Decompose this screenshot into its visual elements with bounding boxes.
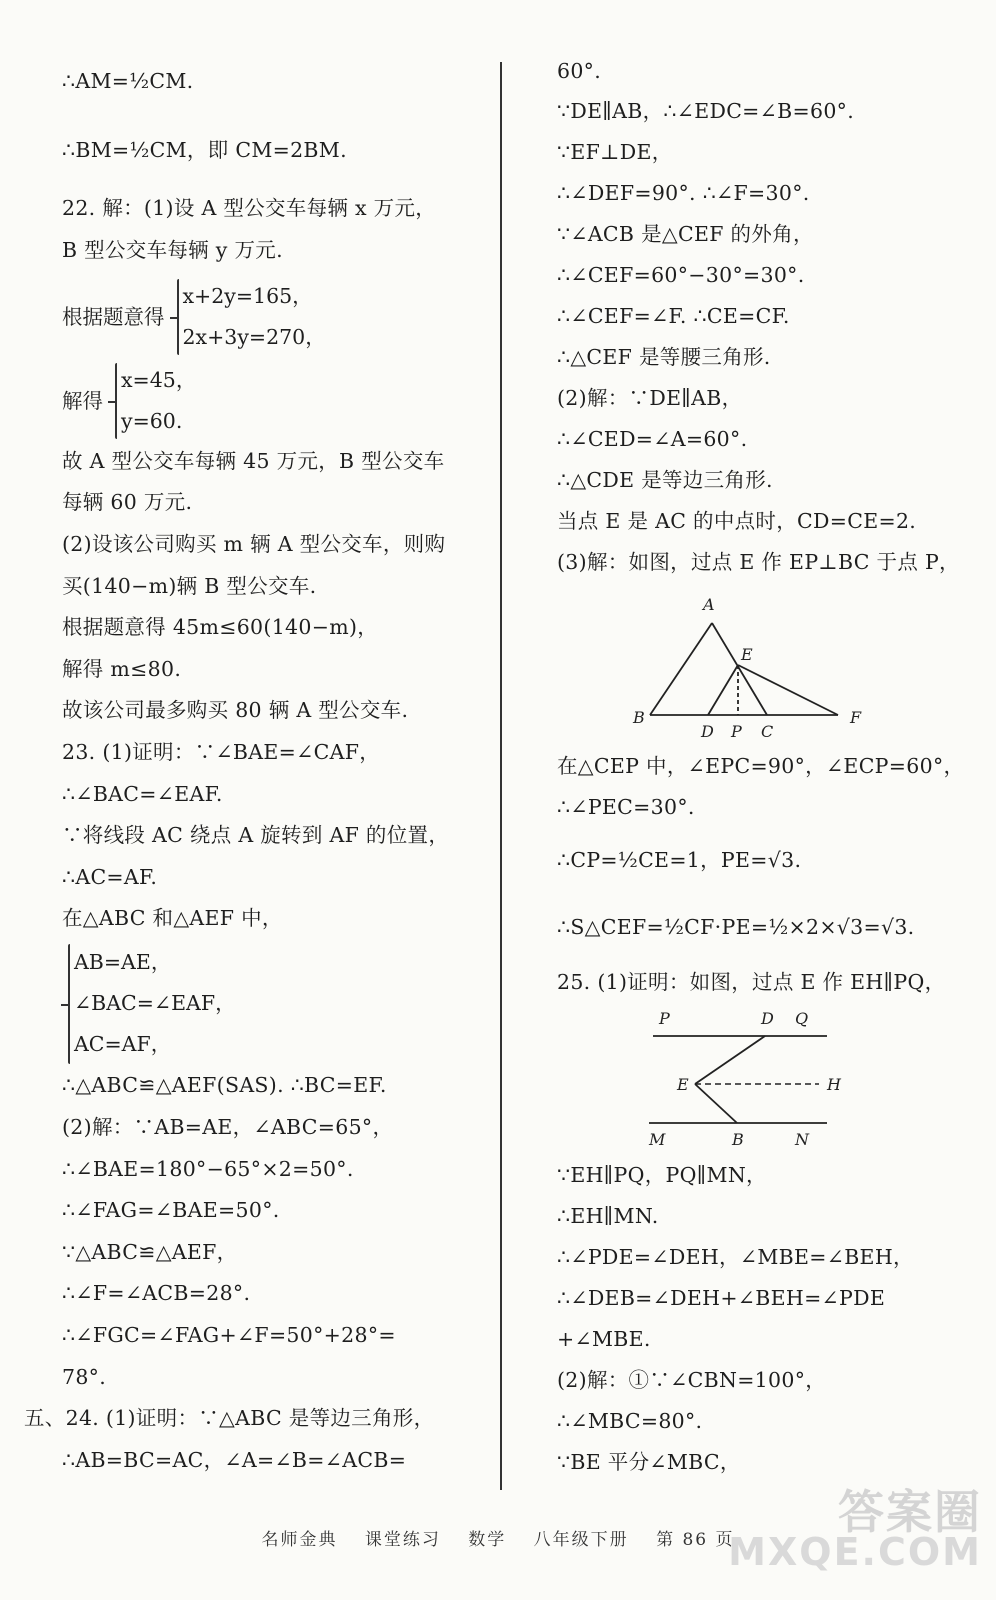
- segment-ac: [712, 623, 767, 715]
- watermark-domain: MXQE.COM: [728, 1530, 982, 1574]
- text-line: ∴∠BAC=∠EAF.: [62, 782, 223, 806]
- text-line: ∴∠F=∠ACB=28°.: [62, 1281, 251, 1305]
- equation-row: x+2y=165，: [182, 284, 313, 308]
- text-line: ∴∠PEC=30°.: [557, 795, 695, 819]
- label-n: N: [795, 1130, 809, 1149]
- condition-row: ∠BAC=∠EAF，: [74, 991, 236, 1015]
- text-line: (2)解：∵AB=AE，∠ABC=65°，: [62, 1115, 394, 1139]
- system-label: 根据题意得: [62, 305, 165, 329]
- label-f: F: [850, 708, 862, 727]
- text-line: 当点 E 是 AC 的中点时，CD=CE=2.: [557, 509, 917, 533]
- condition-row: AB=AE，: [74, 950, 172, 974]
- label-c: C: [761, 722, 774, 741]
- label-d: D: [761, 1009, 774, 1028]
- footer-page-number: 第 86 页: [656, 1530, 735, 1550]
- text-line: ∵EF⊥DE，: [557, 140, 673, 164]
- equation-row: x=45，: [121, 368, 197, 392]
- text-line: 买(140−m)辆 B 型公交车.: [62, 574, 317, 598]
- text-line: ∴∠CED=∠A=60°.: [557, 427, 748, 451]
- column-divider: [500, 62, 502, 1490]
- text-line: ∴∠DEF=90°. ∴∠F=30°.: [557, 181, 810, 205]
- text-line: +∠MBE.: [557, 1327, 651, 1351]
- label-h: H: [827, 1075, 841, 1094]
- label-p: P: [731, 722, 742, 741]
- segment-de: [695, 1036, 765, 1084]
- text-line: ∵DE∥AB，∴∠EDC=∠B=60°.: [557, 99, 855, 123]
- text-line: ∵∠ACB 是△CEF 的外角，: [557, 222, 814, 246]
- text-line: ∴△CEF 是等腰三角形.: [557, 345, 771, 369]
- triangle-figure: [627, 590, 957, 750]
- text-line: ∴∠CEF=∠F. ∴CE=CF.: [557, 304, 790, 328]
- text-line: ∴∠BAE=180°−65°×2=50°.: [62, 1157, 354, 1181]
- equation-row: 2x+3y=270，: [182, 325, 326, 349]
- text-line: ∴∠FAG=∠BAE=50°.: [62, 1198, 280, 1222]
- label-d: D: [701, 722, 714, 741]
- equation-system-1: [62, 276, 326, 358]
- segment-eb: [695, 1084, 737, 1123]
- footer-grade: 八年级下册: [533, 1530, 629, 1550]
- label-b: B: [732, 1130, 744, 1149]
- text-line: B 型公交车每辆 y 万元.: [62, 238, 283, 262]
- brace-icon: [62, 944, 74, 1064]
- text-line: 在△ABC 和△AEF 中，: [62, 906, 283, 930]
- text-line: ∵EH∥PQ，PQ∥MN，: [557, 1163, 767, 1187]
- text-line: ∴△CDE 是等边三角形.: [557, 468, 773, 492]
- label-p: P: [659, 1009, 670, 1028]
- text-line: ∴∠MBC=80°.: [557, 1409, 703, 1433]
- condition-system: [62, 942, 236, 1065]
- text-line: (2)解：∵DE∥AB，: [557, 386, 743, 410]
- text-line: 22. 解：(1)设 A 型公交车每辆 x 万元，: [62, 196, 437, 220]
- text-line: 25. (1)证明：如图，过点 E 作 EH∥PQ，: [557, 970, 946, 994]
- text-line: ∴CP=½CE=1，PE=√3.: [557, 848, 802, 872]
- equation-row: y=60.: [121, 409, 183, 433]
- text-line: ∴AC=AF.: [62, 865, 158, 889]
- text-line: 故 A 型公交车每辆 45 万元，B 型公交车: [62, 449, 445, 473]
- text-line: 78°.: [62, 1365, 107, 1389]
- footer-series: 课堂练习: [364, 1530, 441, 1550]
- text-line: 解得 m≤80.: [62, 657, 182, 681]
- watermark-logo-text: 答案圈: [838, 1485, 982, 1539]
- text-line: ∴∠DEB=∠DEH+∠BEH=∠PDE: [557, 1286, 886, 1310]
- text-line: 在△CEP 中，∠EPC=90°，∠ECP=60°，: [557, 754, 965, 778]
- footer-book-title: 名师金典: [261, 1530, 338, 1550]
- text-line: ∴∠FGC=∠FAG+∠F=50°+28°=: [62, 1323, 396, 1347]
- watermark: [728, 1485, 982, 1574]
- text-line: 故该公司最多购买 80 辆 A 型公交车.: [62, 698, 409, 722]
- equation-system-2: [62, 360, 196, 442]
- text-line: 60°.: [557, 59, 602, 83]
- text-line: (2)设该公司购买 m 辆 A 型公交车，则购: [62, 532, 446, 556]
- text-line: ∴EH∥MN.: [557, 1204, 659, 1228]
- text-line: ∴AB=BC=AC，∠A=∠B=∠ACB=: [62, 1448, 407, 1472]
- label-e: E: [741, 645, 753, 664]
- text-line: 根据题意得 45m≤60(140−m)，: [62, 615, 379, 639]
- text-line: ∵△ABC≌△AEF，: [62, 1240, 238, 1264]
- text-line: (3)解：如图，过点 E 作 EP⊥BC 于点 P，: [557, 550, 960, 574]
- text-line: ∴△ABC≌△AEF(SAS). ∴BC=EF.: [62, 1073, 387, 1097]
- system-label: 解得: [62, 389, 103, 413]
- label-m: M: [649, 1130, 666, 1149]
- label-e: E: [677, 1075, 689, 1094]
- text-line: (2)解：①∵∠CBN=100°，: [557, 1368, 827, 1392]
- label-a: A: [703, 595, 715, 614]
- text-line: 五、24. (1)证明：∵△ABC 是等边三角形，: [24, 1406, 435, 1430]
- label-b: B: [633, 708, 645, 727]
- text-line: 每辆 60 万元.: [62, 490, 193, 514]
- text-line: ∴BM=½CM，即 CM=2BM.: [62, 138, 347, 162]
- text-line: ∴AM=½CM.: [62, 69, 194, 93]
- text-line: ∵将线段 AC 绕点 A 旋转到 AF 的位置，: [62, 823, 450, 847]
- brace-icon: [109, 363, 121, 439]
- brace-icon: [171, 279, 183, 355]
- text-line: ∴∠CEF=60°−30°=30°.: [557, 263, 805, 287]
- segment-ab: [650, 623, 712, 715]
- text-line: ∵BE 平分∠MBC，: [557, 1450, 741, 1474]
- text-line: ∴∠PDE=∠DEH，∠MBE=∠BEH，: [557, 1245, 914, 1269]
- text-line: ∴S△CEF=½CF·PE=½×2×√3=√3.: [557, 915, 915, 939]
- footer-subject: 数学: [468, 1530, 507, 1550]
- text-line: 23. (1)证明：∵∠BAE=∠CAF，: [62, 740, 381, 764]
- condition-row: AC=AF，: [74, 1032, 172, 1056]
- parallel-lines-figure: [637, 1000, 937, 1155]
- label-q: Q: [795, 1009, 809, 1028]
- segment-de: [708, 665, 738, 715]
